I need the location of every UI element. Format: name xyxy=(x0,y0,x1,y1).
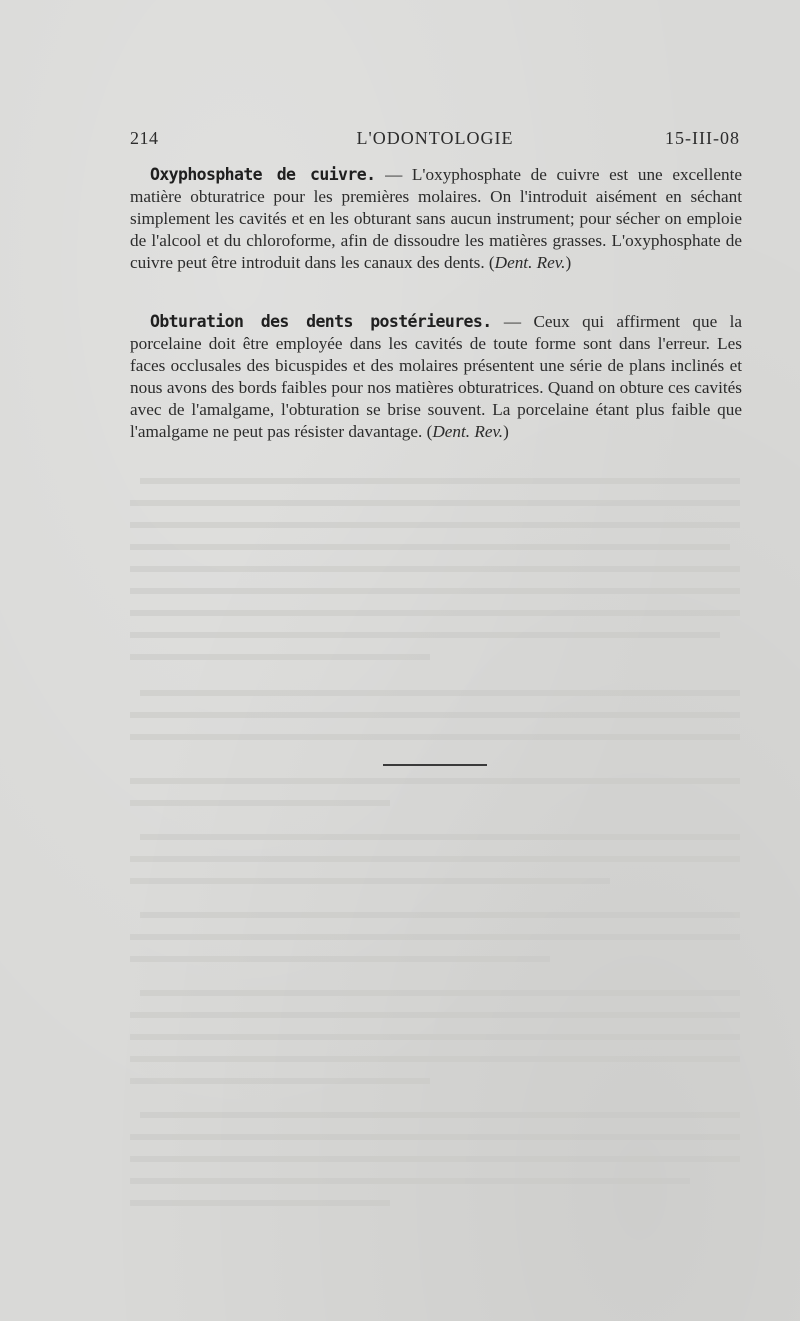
article-body: L'oxyphosphate de cuivre est une excellente matière obturatrice pour les premières molaires. On l'introduit aisément en séchant simplement les cavités et en les obturant sans aucun instrument; pour sécher on emploie de l'alcool et du chloroforme, afin de dissoudre les matières grasses. L'oxyphosphate de cuivre peut être introduit dans les canaux des dents. xyxy=(130,165,742,272)
journal-title: L'ODONTOLOGIE xyxy=(356,128,514,148)
article-oxyphosphate xyxy=(130,164,742,274)
source-paren-close: ) xyxy=(503,422,509,441)
article-heading: Oxyphosphate de cuivre. xyxy=(150,165,376,184)
page-number: 214 xyxy=(130,128,159,148)
source-paren-close: ) xyxy=(565,253,572,272)
article-paragraph xyxy=(130,311,742,443)
source-paren-open: ( xyxy=(488,253,495,272)
issue-date: 15-III-08 xyxy=(665,128,740,148)
source-paren-open: ( xyxy=(426,422,433,441)
article-paragraph xyxy=(130,164,742,274)
section-separator-rule xyxy=(383,764,487,766)
article-source: Dent. Rev. xyxy=(432,422,504,441)
heading-dash: — xyxy=(375,165,412,184)
running-header xyxy=(130,126,740,154)
article-source: Dent. Rev. xyxy=(494,253,566,272)
article-heading: Obturation des dents postérieures. xyxy=(150,312,492,331)
article-body: Ceux qui affirment que la porcelaine doit être employée dans les cavités de toute forme sont dans l'erreur. Les faces occlusales des bicuspides et des molaires présentent une série de plans inclinés et nous avons des bords faibles pour nos matières obturatrices. Quand on obture ces cavités avec de l'amalgame, l'obturation se brise souvent. La porcelaine étant plus faible que l'amalgame ne peut pas résister davantage. xyxy=(130,312,743,441)
heading-dash: — xyxy=(491,312,534,331)
article-obturation xyxy=(130,311,742,443)
